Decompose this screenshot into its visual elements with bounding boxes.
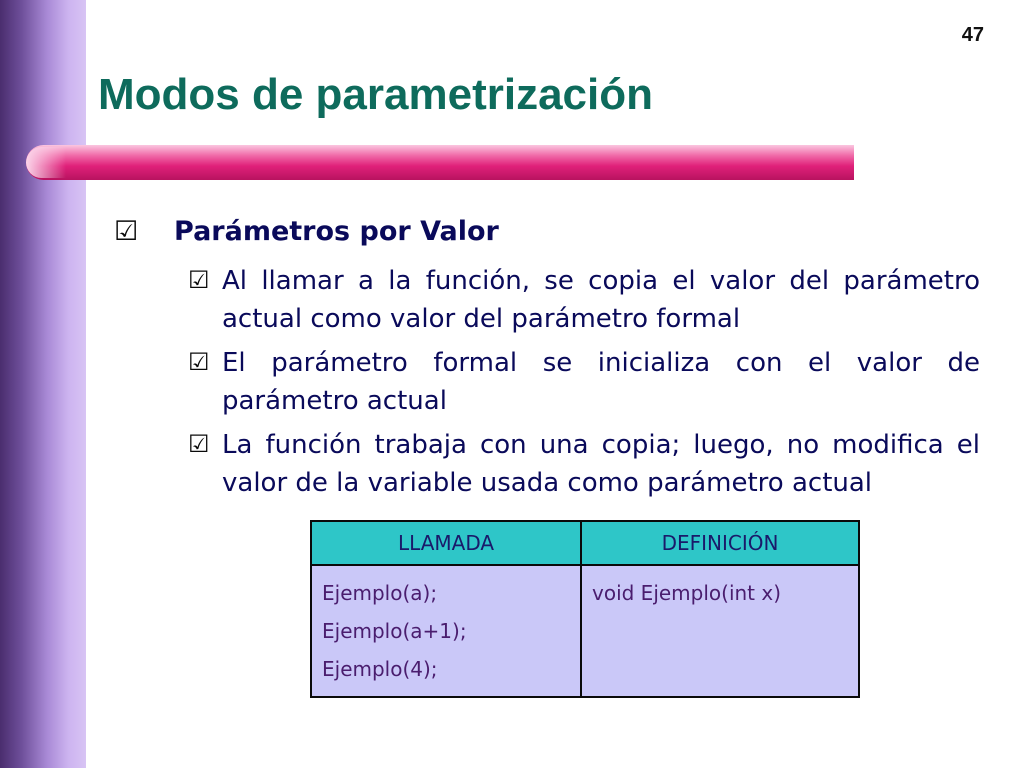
table-cell-calls [311,565,581,697]
table-header-row [311,521,859,565]
table-row [311,565,859,697]
table-header-definicion: DEFINICIÓN [581,521,859,565]
table-header-llamada: LLAMADA [311,521,581,565]
bullet-text: Al llamar a la función, se copia el valor del parámetro actual como valor del parámetro formal [222,266,980,334]
list-item [188,262,980,338]
list-item [188,426,980,502]
heading-text: Parámetros por Valor [174,216,499,247]
bullet-text: El parámetro formal se inicializa con el valor de parámetro actual [222,348,980,416]
list-item [188,344,980,420]
call-line: Ejemplo(a); [322,581,438,605]
call-line: Ejemplo(4); [322,657,438,681]
bullet-text: La función trabaja con una copia; luego, no modifica el valor de la variable usada como parámetro actual [222,430,980,498]
call-line: Ejemplo(a+1); [322,619,467,643]
title-underline-bar [26,145,854,180]
checkbox-icon: ☑ [188,430,210,458]
sidebar-gradient [0,0,86,768]
slide-number: 47 [961,24,984,46]
checkbox-icon: ☑ [188,266,210,294]
heading-bullet [114,216,974,247]
example-table [310,520,860,698]
bullet-list [188,262,980,508]
definition-line: void Ejemplo(int x) [592,581,782,605]
checkbox-icon: ☑ [188,348,210,376]
checkbox-icon: ☑ [114,216,139,247]
table-cell-definition [581,565,859,697]
slide-title: Modos de parametrización [98,70,654,119]
